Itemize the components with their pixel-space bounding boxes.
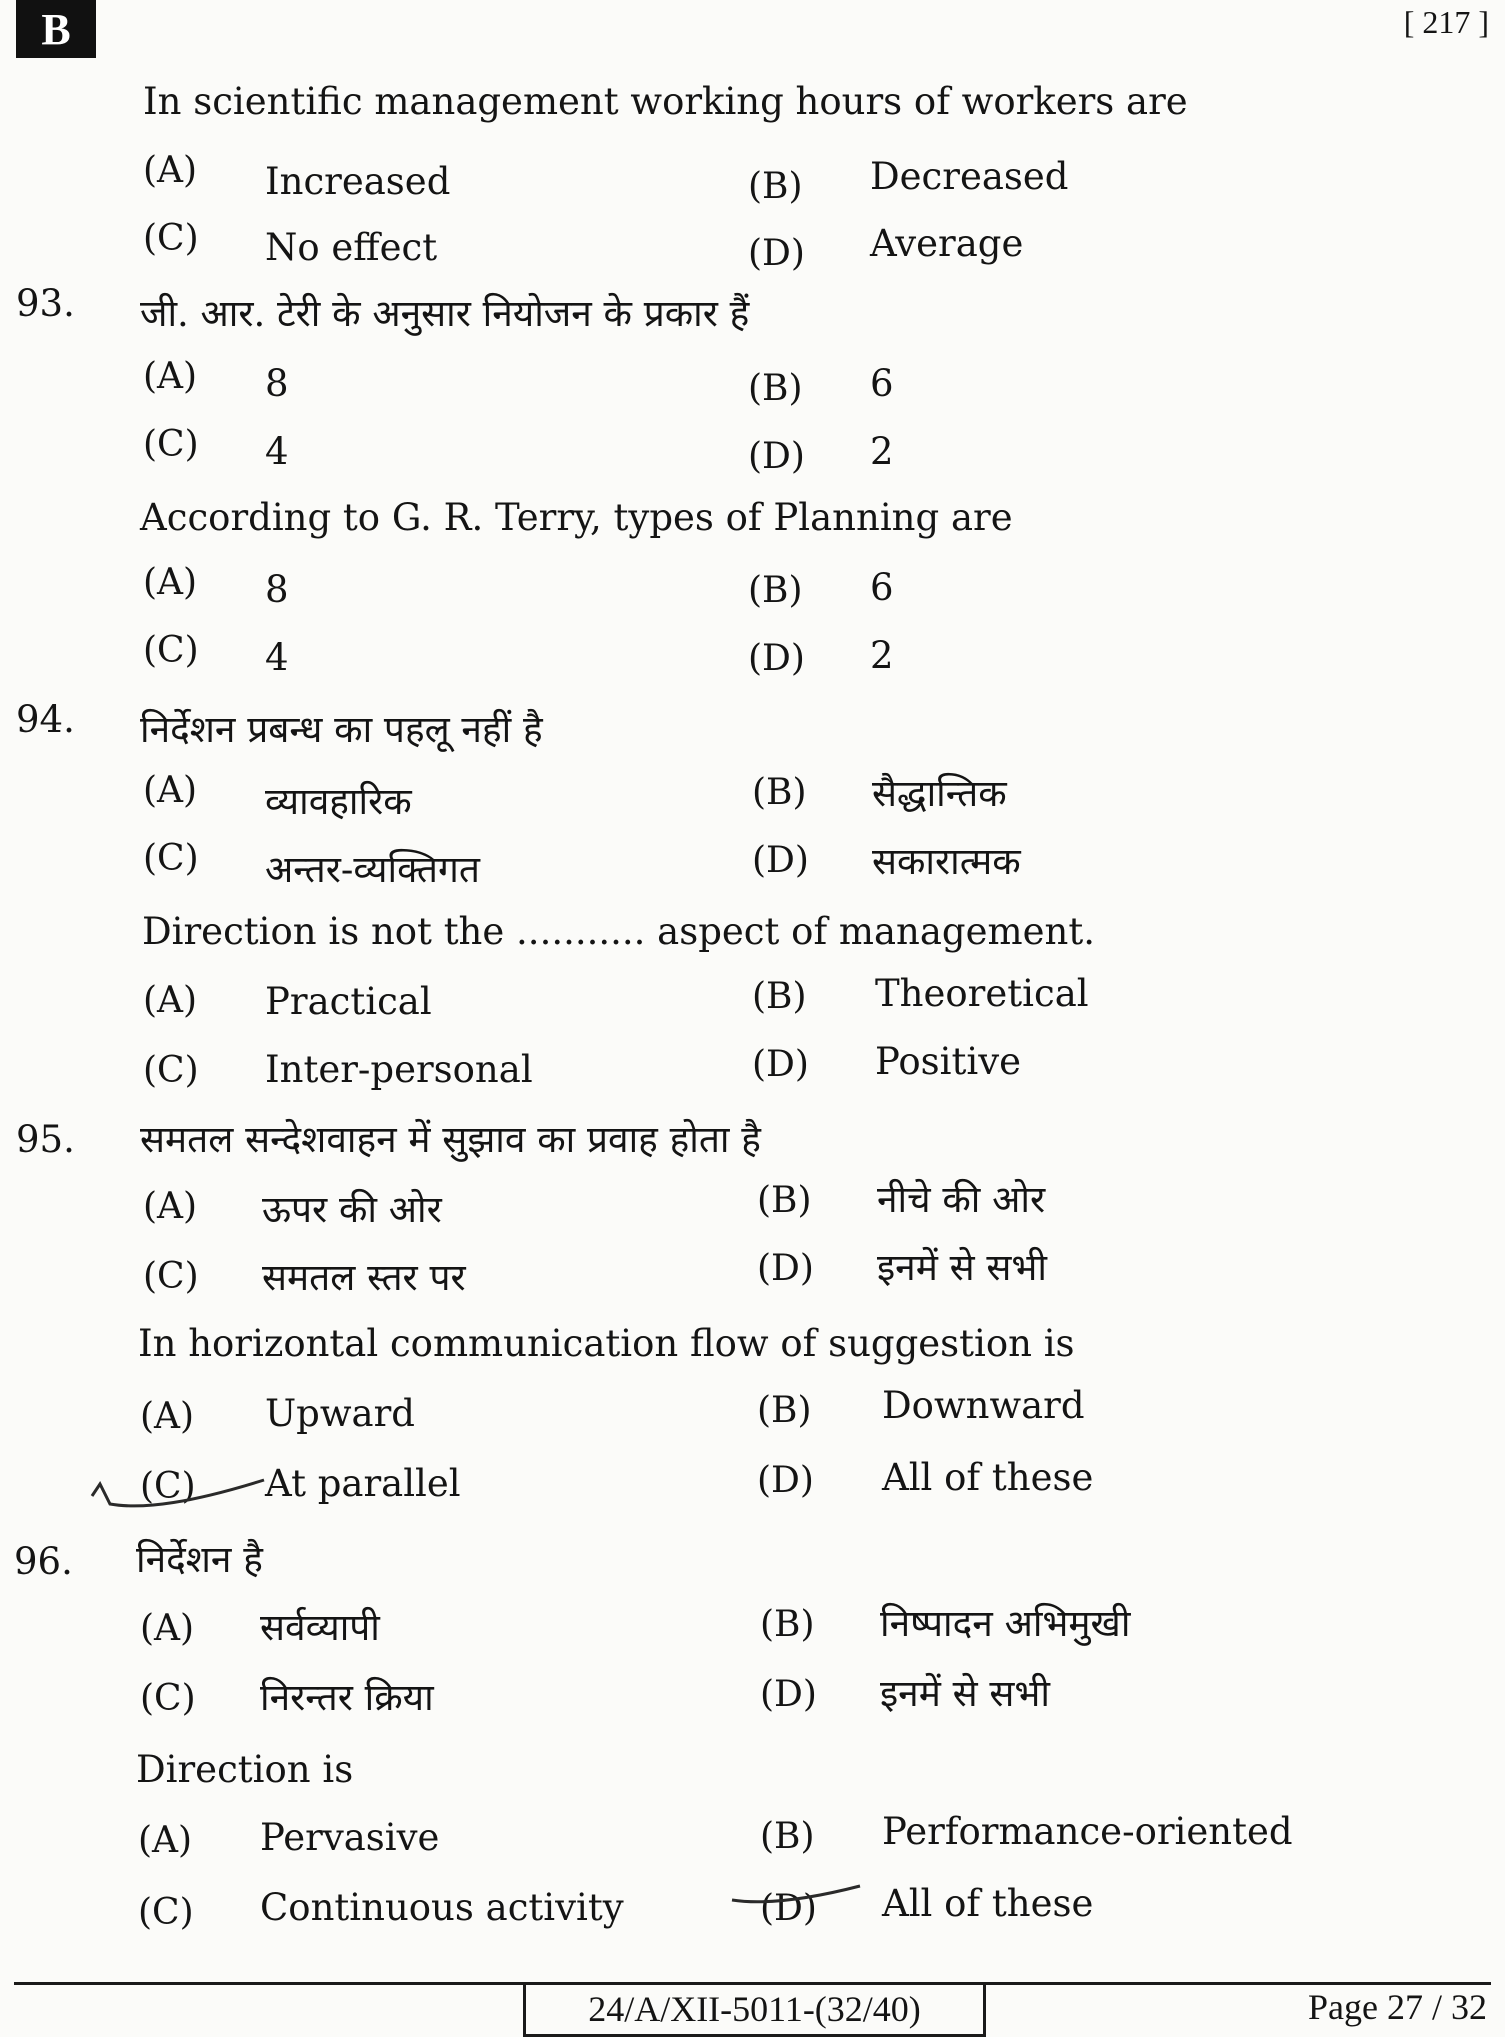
q95-hi-option-c-text: समतल स्तर पर [262,1256,466,1299]
q95-hi-option-d-label: (D) [757,1248,814,1289]
q94-hi-option-c-text: अन्तर-व्यक्तिगत [265,848,480,891]
q93-en-option-b-text: 6 [870,566,894,609]
q94-hi-option-a-label: (A) [143,770,198,811]
q92-option-b-text: Decreased [870,155,1069,198]
q92-option-c-text: No effect [265,226,438,269]
q93-hi-option-b-label: (B) [748,368,803,409]
q93-stem-en: According to G. R. Terry, types of Planning are [140,496,1013,539]
q92-option-b-label: (B) [748,166,803,207]
q93-en-option-c-text: 4 [265,636,289,679]
q94-hi-option-a-text: व्यावहारिक [265,780,412,823]
q96-en-option-a-label: (A) [138,1820,193,1861]
q92-option-d-label: (D) [748,233,805,274]
q93-en-option-a-text: 8 [265,568,289,611]
q96-stem-en: Direction is [136,1748,354,1791]
q93-hi-option-b-text: 6 [870,362,894,405]
q95-stem-en: In horizontal communication flow of suggestion is [138,1322,1075,1365]
q93-hi-option-d-label: (D) [748,436,805,477]
q92-option-c-label: (C) [143,218,199,259]
q94-stem-hi: निर्देशन प्रबन्ध का पहलू नहीं है [140,708,543,751]
q95-hi-option-c-label: (C) [143,1256,199,1297]
q93-en-option-b-label: (B) [748,570,803,611]
paper-code: 24/A/XII-5011-(32/40) [523,1983,986,2037]
q96-en-option-c-label: (C) [138,1892,194,1933]
q93-hi-option-c-text: 4 [265,430,289,473]
q93-stem-hi: जी. आर. टेरी के अनुसार नियोजन के प्रकार हैं [140,292,750,335]
q93-hi-option-d-text: 2 [870,430,894,473]
q96-hi-option-c-text: निरन्तर क्रिया [260,1676,434,1719]
q95-hi-option-d-text: इनमें से सभी [877,1246,1047,1289]
q95-en-option-d-label: (D) [757,1460,814,1501]
q95-en-option-a-text: Upward [265,1392,415,1435]
q96-number: 96. [14,1540,73,1583]
q96-en-option-a-text: Pervasive [260,1816,440,1859]
q93-en-option-d-label: (D) [748,638,805,679]
q93-number: 93. [16,282,75,325]
q96-hi-option-d-text: इनमें से सभी [880,1672,1050,1715]
q96-hi-option-a-label: (A) [140,1608,195,1649]
q94-en-option-b-text: Theoretical [875,972,1089,1015]
q96-en-option-d-text: All of these [882,1882,1094,1925]
q93-en-option-d-text: 2 [870,634,894,677]
handwritten-mark-q96 [728,1878,868,1918]
q96-stem-hi: निर्देशन है [136,1538,263,1581]
q96-hi-option-b-text: निष्पादन अभिमुखी [880,1602,1131,1645]
q93-en-option-c-label: (C) [143,630,199,671]
q95-hi-option-b-text: नीचे की ओर [877,1178,1046,1221]
q95-en-option-a-label: (A) [140,1396,195,1437]
q96-en-option-b-text: Performance-oriented [882,1810,1293,1853]
q94-number: 94. [16,698,75,741]
q92-stem-en: In scientific management working hours of workers are [143,80,1188,123]
q95-en-option-c-label: (C) [140,1466,196,1507]
q95-hi-option-a-label: (A) [143,1186,198,1227]
q93-en-option-a-label: (A) [143,562,198,603]
q94-en-option-d-label: (D) [752,1044,809,1085]
page-indicator: Page 27 / 32 [1308,1987,1487,2027]
q96-hi-option-a-text: सर्वव्यापी [260,1606,380,1649]
q94-en-option-c-label: (C) [143,1050,199,1091]
q95-stem-hi: समतल सन्देशवाहन में सुझाव का प्रवाह होता है [140,1118,761,1161]
q96-en-option-c-text: Continuous activity [260,1886,624,1929]
q92-option-a-label: (A) [143,150,198,191]
q95-hi-option-a-text: ऊपर की ओर [262,1188,442,1231]
q94-hi-option-b-text: सैद्धान्तिक [872,772,1007,815]
q93-hi-option-a-label: (A) [143,356,198,397]
q94-en-option-d-text: Positive [875,1040,1021,1083]
q94-hi-option-b-label: (B) [752,772,807,813]
q96-hi-option-d-label: (D) [760,1674,817,1715]
q92-option-a-text: Increased [265,160,451,203]
q95-en-option-b-text: Downward [882,1384,1085,1427]
handwritten-mark-q95 [84,1470,324,1520]
q96-hi-option-b-label: (B) [760,1604,815,1645]
q96-hi-option-c-label: (C) [140,1678,196,1719]
q95-number: 95. [16,1118,75,1161]
q94-stem-en: Direction is not the ........... aspect of management. [142,910,1095,953]
q93-hi-option-a-text: 8 [265,362,289,405]
page-number: [ 217 ] [1403,4,1489,40]
q94-hi-option-d-text: सकारात्मक [872,840,1021,883]
q94-en-option-a-text: Practical [265,980,432,1023]
q93-hi-option-c-label: (C) [143,424,199,465]
q95-en-option-b-label: (B) [757,1390,812,1431]
set-badge: B [16,0,96,58]
q94-en-option-a-label: (A) [143,980,198,1021]
q94-hi-option-d-label: (D) [752,840,809,881]
q96-en-option-d-label: (D) [760,1888,817,1929]
q94-en-option-c-text: Inter-personal [265,1048,533,1091]
q95-en-option-d-text: All of these [882,1456,1094,1499]
q95-en-option-c-text: At parallel [265,1462,461,1505]
q94-en-option-b-label: (B) [752,976,807,1017]
q96-en-option-b-label: (B) [760,1816,815,1857]
q94-hi-option-c-label: (C) [143,838,199,879]
q92-option-d-text: Average [870,222,1024,265]
q95-hi-option-b-label: (B) [757,1180,812,1221]
